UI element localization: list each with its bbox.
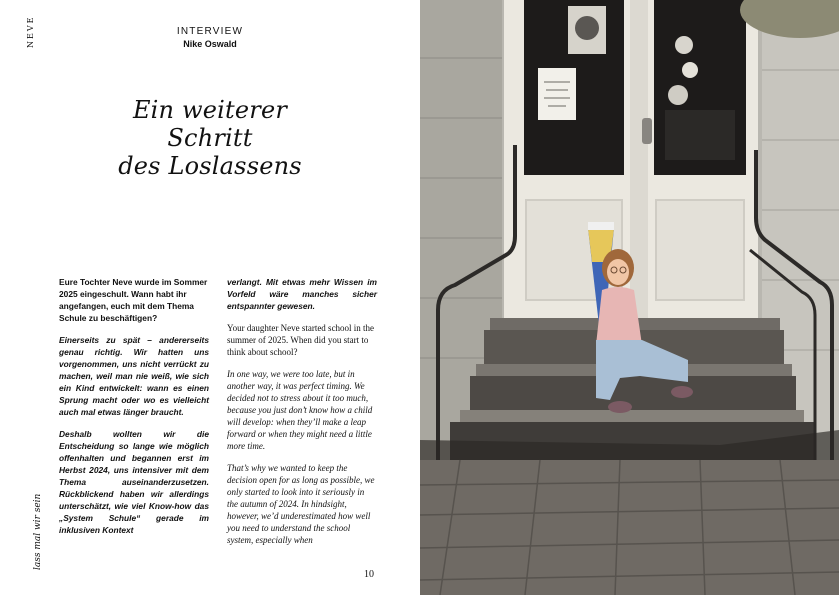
article-header <box>160 26 260 49</box>
page-number: 10 <box>364 569 374 580</box>
answer-english-paragraph: That’s why we wanted to keep the decision open for as long as possible, we only started to look into it seriously in the autumn of 2024. In hindsight, however, we’d underestimated how well you need to understand the school system, especially when <box>227 463 375 545</box>
author-name: Nike Oswald <box>183 39 237 49</box>
text-column-1 <box>59 276 209 546</box>
photograph-icon <box>420 0 839 595</box>
question-german: Eure Tochter Neve wurde im Sommer 2025 eingeschult. Wann habt ihr angefangen, euch mit dem Thema Schule zu beschäftigen? <box>59 277 208 323</box>
answer-german-paragraph: Deshalb wollten wir die Entscheidung so lange wie möglich offenhalten und begannen erst im Herbst 2024, uns intensiver mit dem Thema auseinanderzusetzen. Rückblickend haben wir allerdings unterschätzt, wie viel Know-how das „System Schule“ gerade im inklusiven Kontext <box>59 429 209 535</box>
running-foot: lass mal wir sein <box>33 493 43 570</box>
answer-german-paragraph: verlangt. Mit etwas mehr Wissen im Vorfeld wäre manches sicher entspannter gewesen. <box>227 277 377 311</box>
section-label: INTERVIEW <box>176 26 244 37</box>
article-title <box>100 96 320 180</box>
question-english: Your daughter Neve started school in the summer of 2025. When did you start to think about school? <box>227 323 375 357</box>
answer-german-paragraph: Einerseits zu spät – andererseits genau richtig. Wir hatten uns vorgenommen, uns nicht verrückt zu machen, weil man nie weiß, wie sich ein Kind entwickelt: wann es einen Sprung macht oder wo es vielleicht auch mal etwas länger braucht. <box>59 335 209 417</box>
answer-english-paragraph: In one way, we were too late, but in another way, it was perfect timing. We decided not to stress about it too much, because you just don’t know how a child will develop: when they’ll make a leap forward or when they might need a little more time. <box>227 369 373 451</box>
title-line: Ein weiterer <box>132 96 288 124</box>
photo-page <box>420 0 839 595</box>
title-line: Schritt <box>167 124 253 152</box>
title-line: des Loslassens <box>118 152 302 180</box>
text-column-2 <box>227 276 377 556</box>
running-head: NEVE <box>26 15 35 48</box>
